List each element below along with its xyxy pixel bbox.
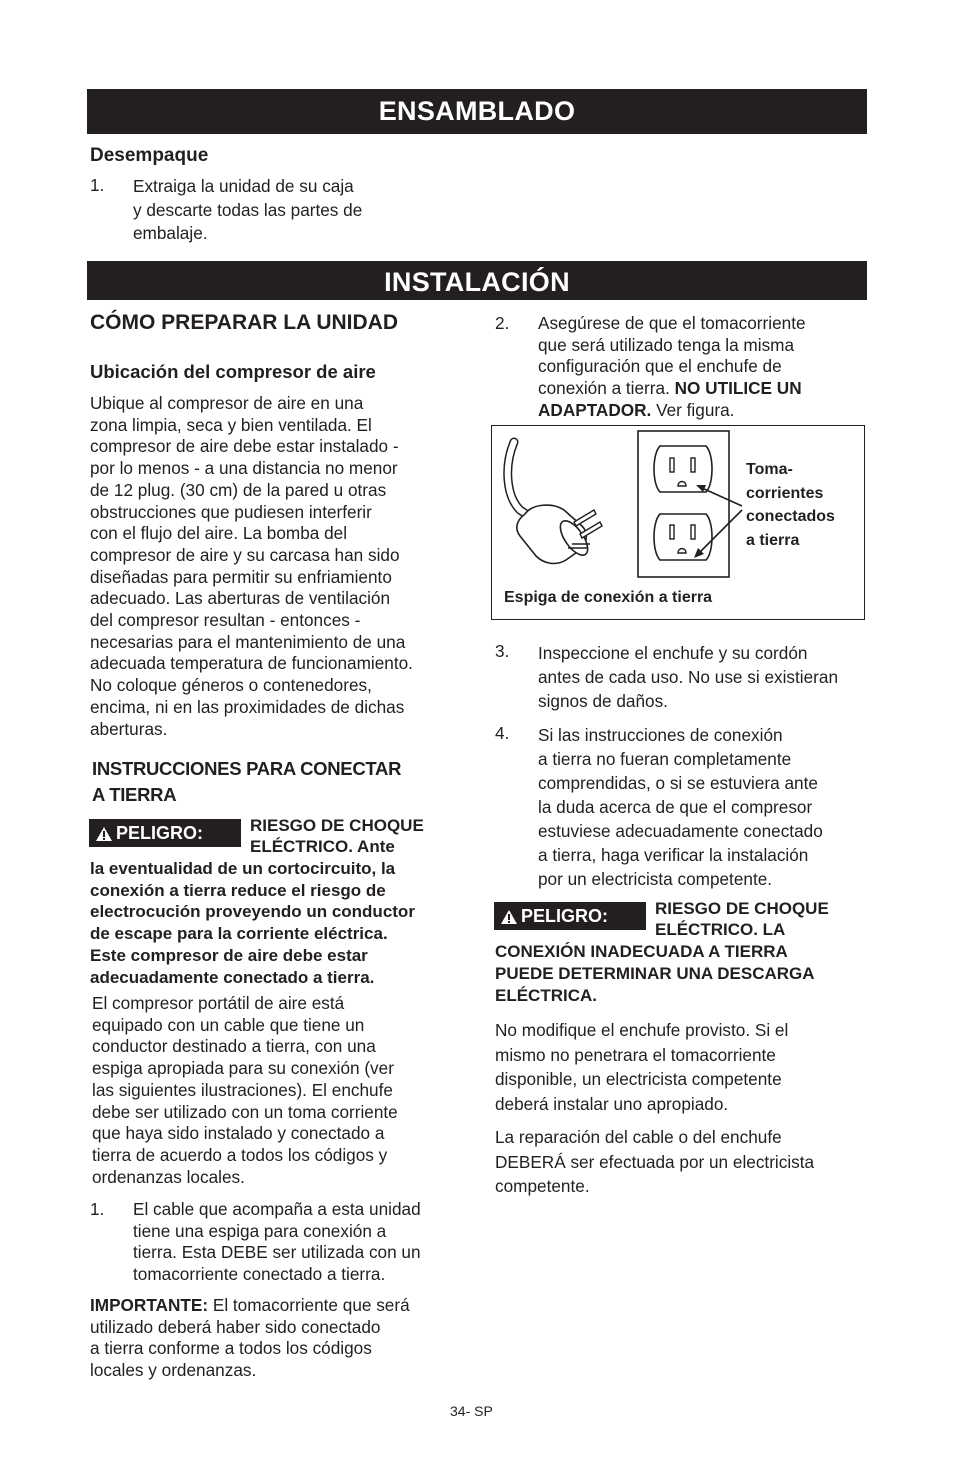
outlet-label-line: Toma- [746,461,793,478]
item3-text [538,641,838,713]
item2-line5-bold: ADAPTADOR. [538,399,652,420]
outlet-label-line: a tierra [746,531,800,549]
warning-triangle-icon [500,909,518,925]
item2-line5-plain: Ver figura. [651,399,735,420]
ubicacion-paragraph [90,393,413,740]
ubicacion-line: No coloque géneros o contenedores, [90,675,372,696]
step1-text [133,175,362,246]
danger1-body-line: conexión a tierra reduce el riesgo de [90,880,386,900]
danger2-head-line: RIESGO DE CHOQUE [655,899,829,918]
step1-line: Extraiga la unidad de su caja [133,176,354,196]
danger2-body-line: CONEXIÓN INADECUADA A TIERRA [495,942,788,961]
danger1-body-line: de escape para la corriente eléctrica. [90,924,388,944]
item4-text [538,723,823,891]
item1-line: tiene una espiga para conexión a [133,1220,387,1241]
item4-num: 4. [495,723,510,743]
repair-line: competente. [495,1176,590,1196]
ubicacion-line: adecuado. Las aberturas de ventilación [90,588,391,609]
item4-line: por un electricista competente. [538,869,773,889]
outlet-label-line: conectados [746,508,835,525]
item1-num: 1. [90,1199,105,1219]
ubicacion-line: aberturas. [90,718,168,739]
step1-line: y descarte todas las partes de [133,199,363,220]
cable-line: tierra de acuerdo a todos los códigos y [92,1144,388,1165]
tierra-heading [92,756,401,808]
danger-badge [89,819,241,847]
step1-num: 1. [90,175,105,195]
ubicacion-line: diseñadas para permitir su enfriamiento [90,566,392,587]
item4-line: estuviese adecuadamente conectado [538,821,823,841]
cable-line: El compresor portátil de aire está [92,993,345,1013]
grounding-figure [491,425,865,620]
warning-triangle-icon [95,826,113,842]
danger-badge-2 [494,902,646,930]
item2-line: configuración que el enchufe de [538,356,782,377]
ubicacion-line: del compresor resultan - entonces - [90,610,361,631]
danger2-body-line: ELÉCTRICA. [495,986,597,1005]
cable-paragraph [92,993,398,1188]
danger-badge-label: PELIGRO: [521,906,609,926]
item4-line: a tierra no fueran completamente [538,749,792,769]
item2-line4-plain: conexión a tierra. [538,378,675,399]
item1-text [133,1199,421,1286]
item2-line [538,378,806,400]
ubicacion-line: Ubique al compresor de aire en una [90,393,364,413]
repair-line: DEBERÁ ser efectuada por un electricista [495,1151,815,1172]
item2-line: que será utilizado tenga la misma [538,334,795,355]
ubicacion-line: zona limpia, seca y bien ventilada. El [90,414,372,435]
importante-line: utilizado deberá haber sido conectado [90,1316,381,1337]
importante-first: El tomacorriente que será [208,1295,410,1315]
cable-line: debe ser utilizado con un toma corriente [92,1101,398,1122]
item3-line: Inspeccione el enchufe y su cordón [538,643,808,663]
ensamblado-title: ENSAMBLADO [378,96,576,126]
modify-line: mismo no penetrara el tomacorriente [495,1044,776,1065]
item1-line: tierra. Esta DEBE ser utilizada con un [133,1242,421,1263]
danger1-body-line: electrocución proveyendo un conductor [90,902,415,922]
danger1-body-line: adecuadamente conectado a tierra. [90,967,375,987]
danger-badge-label: PELIGRO: [116,823,204,843]
tierra-heading-line: INSTRUCCIONES PARA CONECTAR [92,758,402,779]
danger2-head [655,898,829,940]
importante-line: a tierra conforme a todos los códigos [90,1338,372,1359]
modify-paragraph [495,1018,788,1116]
ubicacion-line: con el flujo del aire. La bomba del [90,523,348,544]
item4-line: la duda acerca de que el compresor [538,797,813,817]
item3-line: signos de daños. [538,691,668,711]
danger1-head [250,815,424,857]
instalacion-banner [87,261,867,300]
modify-line: disponible, un electricista competente [495,1069,782,1089]
importante-label: IMPORTANTE: [90,1295,209,1315]
danger1-head-line: ELÉCTRICO. Ante [250,837,395,856]
ubicacion-line: encima, ni en las proximidades de dichas [90,696,405,717]
ubicacion-line: de 12 plug. (30 cm) de la pared u otras [90,479,387,500]
modify-line: No modifique el enchufe provisto. Si el [495,1020,789,1040]
ubicacion-line: adecuada temperatura de funcionamiento. [90,653,413,674]
outlet-label [746,458,835,552]
item3-num: 3. [495,641,510,661]
importante-paragraph [90,1295,410,1382]
section-heading: CÓMO PREPARAR LA UNIDAD [90,311,398,334]
item3-line: antes de cada uso. No use si existieran [538,667,839,687]
page-number: 34- SP [450,1403,493,1419]
item4-line: comprendidas, o si se estuviera ante [538,773,818,793]
item2-line4-bold: NO UTILICE UN [674,378,802,399]
step1-line: embalaje. [133,223,208,243]
item1-line: tomacorriente conectado a tierra. [133,1264,386,1285]
danger1-body [90,858,415,988]
ubicacion-line: obstrucciones que pudiesen interferir [90,501,372,522]
item2-line [538,400,806,422]
item2-num: 2. [495,313,510,333]
ubicacion-line: compresor de aire debe estar instalado - [90,436,399,457]
importante-first-line [90,1295,410,1317]
ensamblado-banner [87,89,867,134]
cable-line: espiga apropiada para su conexión (ver [92,1058,394,1079]
plug-label: Espiga de conexión a tierra [504,589,713,606]
item4-line: a tierra, haga verificar la instalación [538,845,809,865]
cable-line: ordenanzas locales. [92,1166,245,1187]
ubicacion-line: por lo menos - a una distancia no menor [90,458,398,479]
danger1-head-line: RIESGO DE CHOQUE [250,816,424,835]
instalacion-title: INSTALACIÓN [384,267,570,297]
cable-line: equipado con un cable que tiene un [92,1014,365,1035]
ubicacion-line: compresor de aire y su carcasa han sido [90,544,400,565]
item4-line: Si las instrucciones de conexión [538,725,783,745]
repair-line: La reparación del cable o del enchufe [495,1127,782,1147]
danger2-head-line: ELÉCTRICO. LA [655,920,786,939]
cable-line: que haya sido instalado y conectado a [92,1123,385,1144]
ubicacion-line: necesarias para el mantenimiento de una [90,631,406,652]
repair-paragraph [495,1125,814,1199]
tierra-heading-line: A TIERRA [92,784,177,805]
cable-line: las siguientes ilustraciones). El enchufe [92,1079,393,1100]
ubicacion-heading: Ubicación del compresor de aire [90,361,376,382]
danger1-body-line: la eventualidad de un cortocircuito, la [90,859,396,878]
danger2-body-line: PUEDE DETERMINAR UNA DESCARGA [495,964,815,983]
desempaque-heading: Desempaque [90,145,209,166]
item2-text [538,313,806,422]
danger1-body-line: Este compresor de aire debe estar [90,945,368,965]
item1-line: El cable que acompaña a esta unidad [133,1199,421,1219]
cable-line: conductor destinado a tierra, con una [92,1036,376,1057]
item2-line: Asegúrese de que el tomacorriente [538,313,806,333]
danger2-body [495,941,815,1007]
importante-line: locales y ordenanzas. [90,1360,257,1381]
modify-line: deberá instalar uno apropiado. [495,1093,729,1114]
outlet-label-line: corrientes [746,484,824,502]
